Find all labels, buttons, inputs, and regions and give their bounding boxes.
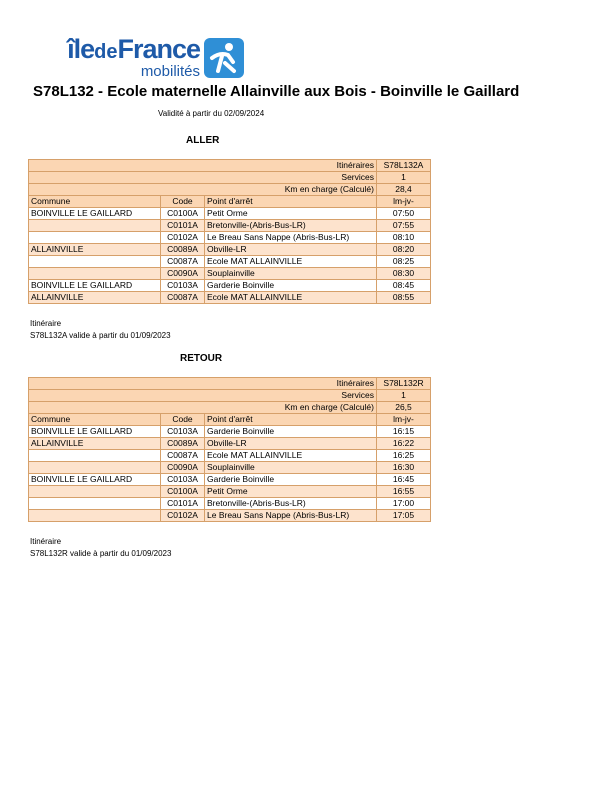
note-validity: S78L132R valide à partir du 01/09/2023 (30, 549, 172, 558)
table-row (29, 220, 431, 232)
retour-table (28, 377, 431, 522)
note-title: Itinéraire (30, 537, 62, 546)
time-cell: 08:20 (377, 244, 431, 256)
km-label: Km en charge (Calculé) (29, 184, 377, 196)
code-cell: C0100A (161, 208, 205, 220)
time-cell: 08:25 (377, 256, 431, 268)
commune-cell: ALLAINVILLE (29, 292, 161, 304)
commune-cell: BOINVILLE LE GAILLARD (29, 280, 161, 292)
aller-column-headers (29, 196, 431, 208)
commune-cell: ALLAINVILLE (29, 244, 161, 256)
table-row (29, 208, 431, 220)
point-cell: Souplainville (205, 268, 377, 280)
commune-cell (29, 268, 161, 280)
time-cell: 16:30 (377, 462, 431, 474)
time-cell: 08:45 (377, 280, 431, 292)
code-cell: C0102A (161, 510, 205, 522)
aller-note (30, 318, 171, 342)
time-cell: 17:05 (377, 510, 431, 522)
table-row (29, 462, 431, 474)
code-cell: C0089A (161, 244, 205, 256)
validity-date: Validité à partir du 02/09/2024 (158, 109, 265, 118)
commune-cell (29, 498, 161, 510)
col-days: lm-jv- (377, 414, 431, 426)
logo-wordmark: îledeFrance (67, 34, 200, 64)
time-cell: 16:45 (377, 474, 431, 486)
retour-heading: RETOUR (180, 353, 223, 364)
code-cell: C0101A (161, 220, 205, 232)
point-cell: Ecole MAT ALLAINVILLE (205, 450, 377, 462)
col-commune: Commune (29, 414, 161, 426)
itineraires-value: S78L132A (377, 160, 431, 172)
point-cell: Le Breau Sans Nappe (Abris-Bus-LR) (205, 232, 377, 244)
code-cell: C0103A (161, 280, 205, 292)
time-cell: 17:00 (377, 498, 431, 510)
logo-subtitle: mobilités (140, 63, 200, 80)
time-cell: 07:50 (377, 208, 431, 220)
services-label: Services (29, 172, 377, 184)
code-cell: C0090A (161, 268, 205, 280)
point-cell: Bretonville-(Abris-Bus-LR) (205, 220, 377, 232)
aller-table (28, 159, 431, 304)
time-cell: 16:55 (377, 486, 431, 498)
commune-cell (29, 462, 161, 474)
note-validity: S78L132A valide à partir du 01/09/2023 (30, 331, 171, 340)
commune-cell (29, 486, 161, 498)
services-value: 1 (377, 390, 431, 402)
time-cell: 16:15 (377, 426, 431, 438)
retour-services-row (29, 390, 431, 402)
time-cell: 16:22 (377, 438, 431, 450)
table-row (29, 280, 431, 292)
aller-km-row (29, 184, 431, 196)
commune-cell: ALLAINVILLE (29, 438, 161, 450)
person-running-icon (204, 38, 244, 78)
code-cell: C0103A (161, 474, 205, 486)
retour-km-row (29, 402, 431, 414)
table-row (29, 498, 431, 510)
table-row (29, 438, 431, 450)
page-title: S78L132 - Ecole maternelle Allainville aux Bois - Boinville le Gaillard (33, 83, 520, 100)
col-days: lm-jv- (377, 196, 431, 208)
point-cell: Bretonville-(Abris-Bus-LR) (205, 498, 377, 510)
point-cell: Ecole MAT ALLAINVILLE (205, 292, 377, 304)
table-row (29, 292, 431, 304)
col-code: Code (161, 196, 205, 208)
col-point: Point d'arrêt (205, 196, 377, 208)
idf-mobilites-logo (36, 34, 248, 82)
code-cell: C0087A (161, 292, 205, 304)
aller-services-row (29, 172, 431, 184)
table-row (29, 244, 431, 256)
col-code: Code (161, 414, 205, 426)
retour-note (30, 536, 171, 560)
point-cell: Garderie Boinville (205, 474, 377, 486)
time-cell: 07:55 (377, 220, 431, 232)
code-cell: C0087A (161, 256, 205, 268)
table-row (29, 474, 431, 486)
col-commune: Commune (29, 196, 161, 208)
logo-text (36, 34, 200, 82)
point-cell: Obville-LR (205, 438, 377, 450)
table-row (29, 268, 431, 280)
table-row (29, 232, 431, 244)
table-row (29, 486, 431, 498)
aller-itineraires-row (29, 160, 431, 172)
point-cell: Petit Orme (205, 486, 377, 498)
table-row (29, 510, 431, 522)
time-cell: 16:25 (377, 450, 431, 462)
note-title: Itinéraire (30, 319, 62, 328)
table-row (29, 256, 431, 268)
code-cell: C0103A (161, 426, 205, 438)
code-cell: C0089A (161, 438, 205, 450)
time-cell: 08:10 (377, 232, 431, 244)
code-cell: C0090A (161, 462, 205, 474)
commune-cell (29, 510, 161, 522)
km-value: 26,5 (377, 402, 431, 414)
itineraires-label: Itinéraires (29, 378, 377, 390)
point-cell: Ecole MAT ALLAINVILLE (205, 256, 377, 268)
time-cell: 08:55 (377, 292, 431, 304)
col-point: Point d'arrêt (205, 414, 377, 426)
code-cell: C0087A (161, 450, 205, 462)
services-value: 1 (377, 172, 431, 184)
commune-cell (29, 220, 161, 232)
retour-column-headers (29, 414, 431, 426)
km-label: Km en charge (Calculé) (29, 402, 377, 414)
aller-heading: ALLER (186, 135, 220, 146)
point-cell: Garderie Boinville (205, 426, 377, 438)
point-cell: Le Breau Sans Nappe (Abris-Bus-LR) (205, 510, 377, 522)
commune-cell: BOINVILLE LE GAILLARD (29, 426, 161, 438)
code-cell: C0101A (161, 498, 205, 510)
km-value: 28,4 (377, 184, 431, 196)
point-cell: Obville-LR (205, 244, 377, 256)
itineraires-value: S78L132R (377, 378, 431, 390)
table-row (29, 450, 431, 462)
commune-cell: BOINVILLE LE GAILLARD (29, 208, 161, 220)
commune-cell (29, 256, 161, 268)
services-label: Services (29, 390, 377, 402)
commune-cell: BOINVILLE LE GAILLARD (29, 474, 161, 486)
point-cell: Petit Orme (205, 208, 377, 220)
table-row (29, 426, 431, 438)
itineraires-label: Itinéraires (29, 160, 377, 172)
code-cell: C0102A (161, 232, 205, 244)
point-cell: Souplainville (205, 462, 377, 474)
commune-cell (29, 232, 161, 244)
commune-cell (29, 450, 161, 462)
retour-itineraires-row (29, 378, 431, 390)
time-cell: 08:30 (377, 268, 431, 280)
point-cell: Garderie Boinville (205, 280, 377, 292)
code-cell: C0100A (161, 486, 205, 498)
